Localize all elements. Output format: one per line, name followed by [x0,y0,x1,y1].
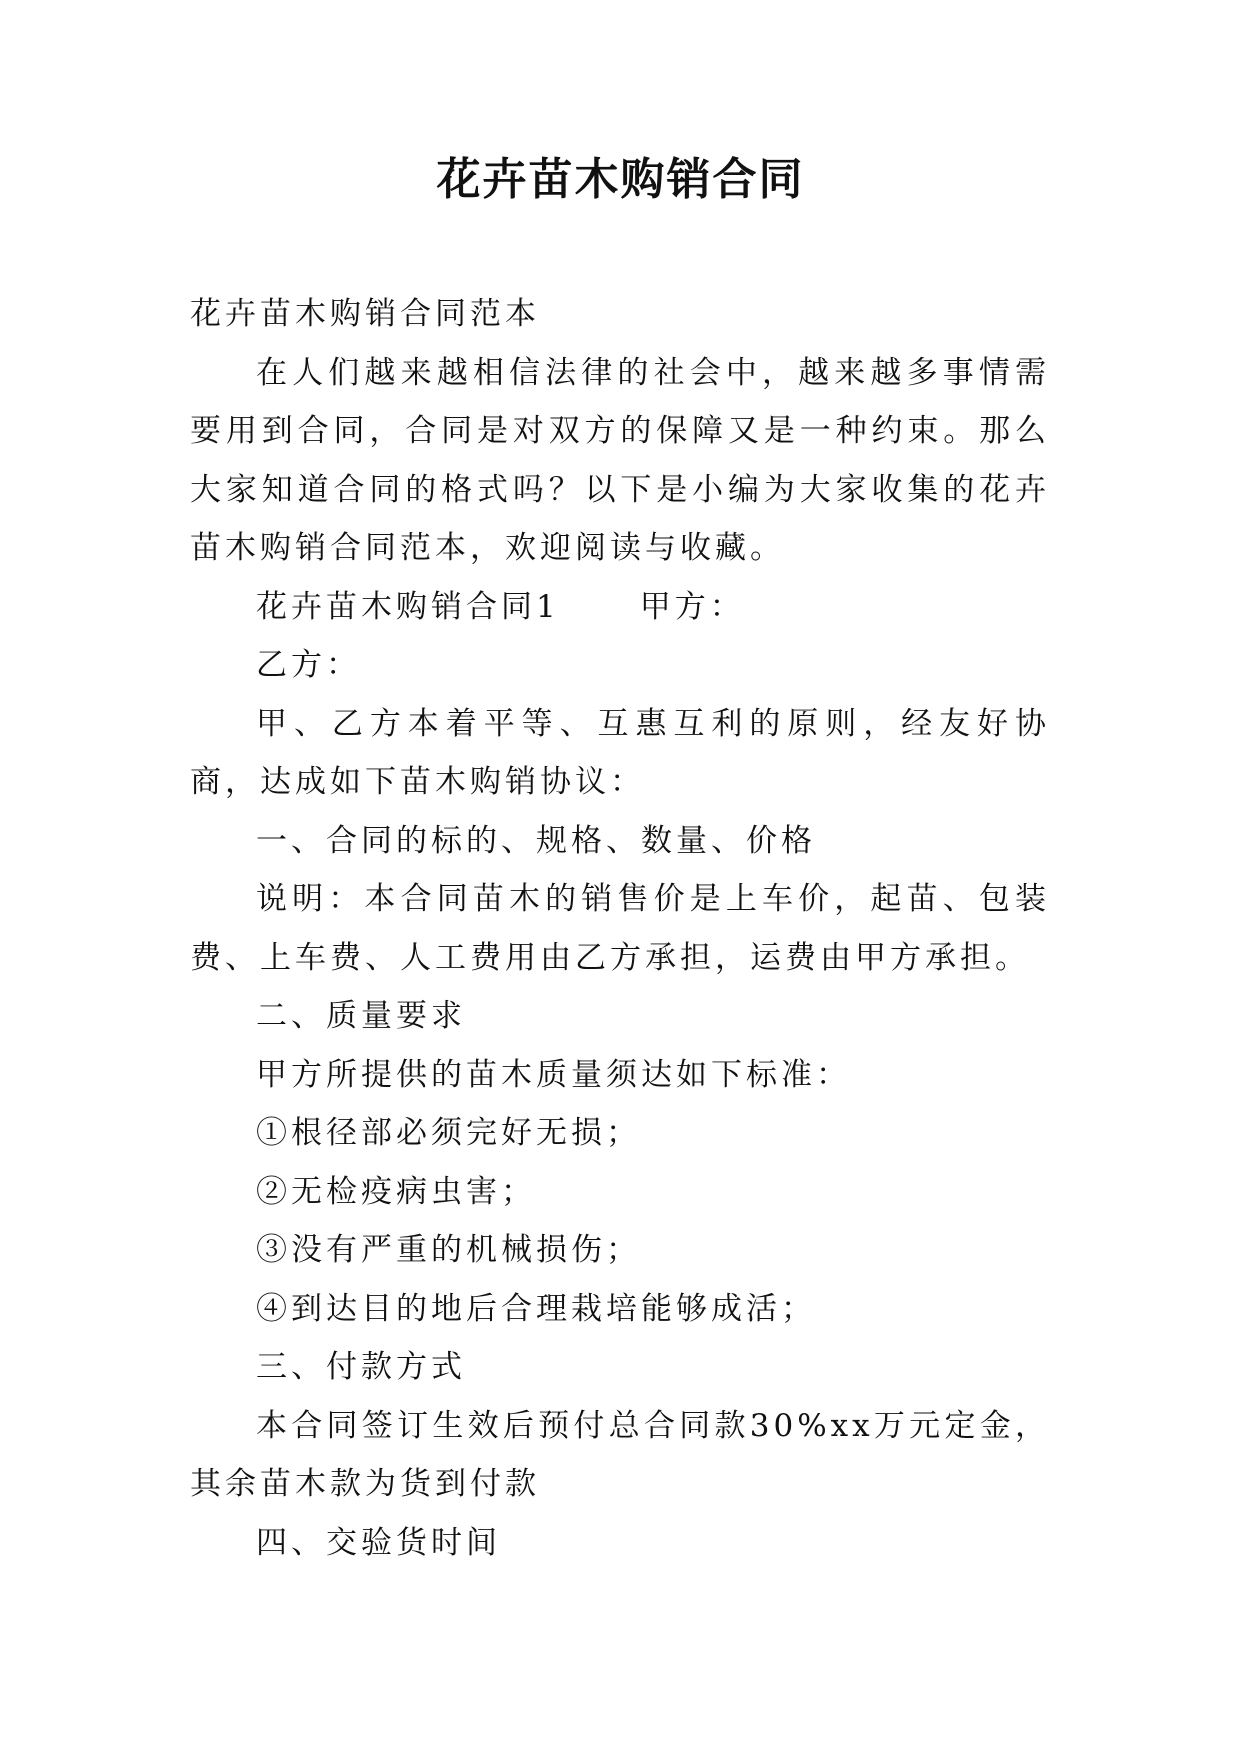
contract-number-heading: 花卉苗木购销合同1 [256,588,560,625]
quality-standard-paragraph: 甲方所提供的苗木质量须达如下标准： [256,1056,851,1093]
contract-heading-line [190,578,1050,637]
intro-paragraph: 在人们越来越相信法律的社会中，越来越多事情需要用到合同，合同是对双方的保障又是一种约束。那么大家知道合同的格式吗？以下是小编为大家收集的花卉苗木购销合同范本，欢迎阅读与收藏。 [190,354,1050,566]
quality-item-1: ①根径部必须完好无损； [256,1115,641,1151]
party-a-label: 甲方： [639,588,745,625]
price-note-paragraph: 说明：本合同苗木的销售价是上车价，起苗、包装费、上车费、人工费用由乙方承担，运费由甲方承担。 [190,881,1050,976]
agreement-paragraph: 甲、乙方本着平等、互惠互利的原则，经友好协商，达成如下苗木购销协议： [190,705,1050,800]
quality-item-3: ③没有严重的机械损伤； [256,1232,641,1268]
document-body [190,285,1050,1572]
quality-item-4: ④到达目的地后合理栽培能够成活； [256,1290,816,1327]
quality-item-2: ②无检疫病虫害； [256,1173,536,1210]
section-2-heading: 二、质量要求 [256,998,466,1034]
party-b-label: 乙方： [256,647,361,683]
document-title: 花卉苗木购销合同 [436,154,805,205]
section-4-heading: 四、交验货时间 [256,1524,501,1561]
section-1-heading: 一、合同的标的、规格、数量、价格 [256,822,816,859]
payment-paragraph: 本合同签订生效后预付总合同款30%xx万元定金，其余苗木款为货到付款 [190,1407,1050,1502]
section-3-heading: 三、付款方式 [256,1349,466,1385]
document-subtitle: 花卉苗木购销合同范本 [190,296,540,332]
